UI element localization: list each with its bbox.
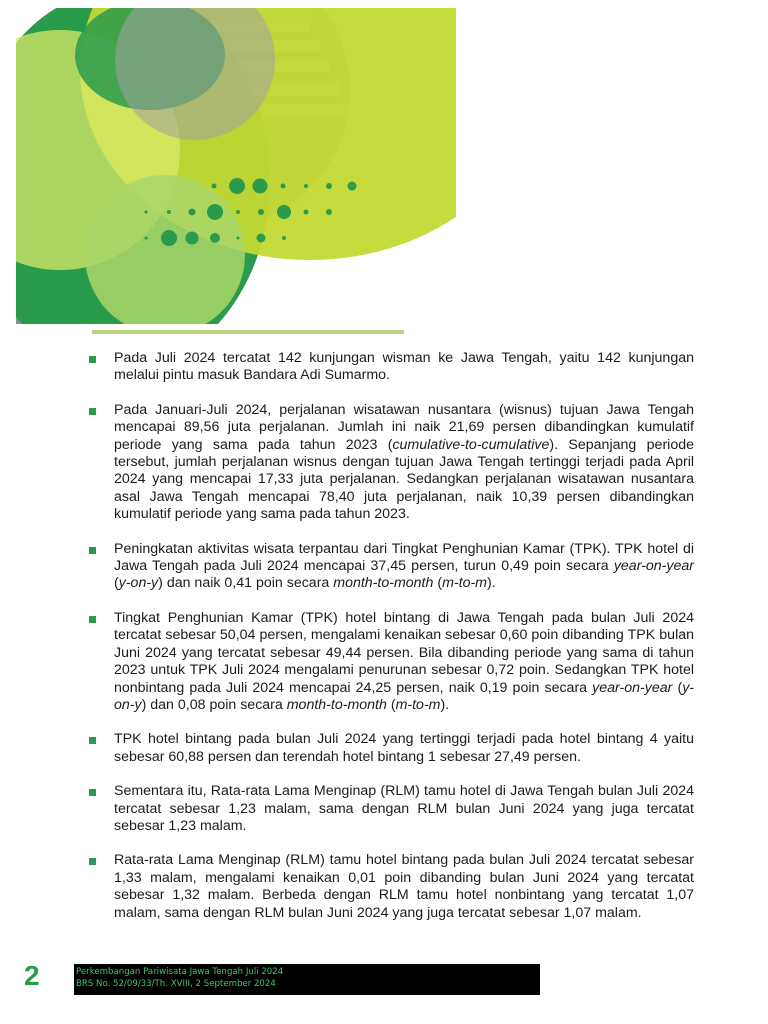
bullet-text: ( (433, 575, 443, 592)
bullet-item (88, 350, 694, 385)
bullet-italic-term: m-to-m (442, 575, 487, 592)
bullet-italic-term: month-to-month (286, 696, 387, 713)
bullet-italic-term: month-to-month (333, 575, 434, 592)
bullet-text: Rata-rata Lama Menginap (RLM) tamu hotel bintang pada bulan Juli 2024 tercatat sebesar 1,33 malam, mengalami kenaikan 0,01 poin dibanding bulan Juni 2024 yang tercatat sebesar 1,32 malam. Berbeda dengan RLM tamu hotel nonbintang yang tercatat 1,07 malam, sama dengan RLM bulan Juni 2024 yang juga tercatat sebesar 1,07 malam. (114, 852, 694, 921)
bullet-text: ( (672, 679, 683, 696)
page-number: 2 (24, 960, 40, 991)
bullet-square-icon (89, 858, 96, 865)
bullet-text: TPK hotel bintang pada bulan Juli 2024 yang tertinggi terjadi pada hotel bintang 4 yaitu sebesar 60,88 persen dan terendah hotel bintang 1 sebesar 27,49 persen. (114, 731, 694, 765)
bullet-square-icon (89, 616, 96, 623)
bullet-square-icon (89, 356, 96, 363)
bullet-italic-term: m-to-m (395, 696, 441, 713)
bullet-square-icon (89, 547, 96, 554)
bullet-item (88, 731, 694, 766)
bullet-item (88, 852, 694, 922)
bullet-italic-term: year-on-year (613, 558, 694, 575)
bullet-text: ( (386, 696, 396, 713)
bullet-text: ) dan 0,08 poin secara (141, 696, 287, 713)
bullet-item (88, 783, 694, 835)
bullet-item (88, 610, 694, 714)
bullet-italic-term: cumulative-to-cumulative (392, 436, 550, 453)
bullet-item (88, 402, 694, 524)
footer-publication-number: BRS No. 52/09/33/Th. XVIII, 2 September 2024 (76, 979, 276, 989)
bullet-text: ). (440, 696, 450, 713)
bullet-text: Tingkat Penghunian Kamar (TPK) hotel bintang di Jawa Tengah pada bulan Juli 2024 tercatat sebesar 50,04 persen, mengalami kenaikan sebesar 0,60 poin dibanding TPK bulan Juni 2024 yang tercatat sebesar 49,44 persen. Bila dibanding periode yang sama di tahun 2023 untuk TPK Juli 2024 mengalami penurunan sebesar 0,72 poin. Sedangkan TPK hotel nonbintang pada Juli 2024 mencapai 24,25 persen, naik 0,19 poin secara (114, 609, 694, 696)
bullet-square-icon (89, 789, 96, 796)
section-divider (92, 330, 404, 334)
header-image (0, 0, 768, 330)
bullet-text: Pada Januari-Juli 2024, perjalanan wisatawan nusantara (wisnus) tujuan Jawa Tengah mencapai 89,56 juta perjalanan. Jumlah ini naik 21,69 persen dibandingkan kumulatif periode yang sama pada tahun 2023 ( (114, 401, 694, 453)
bullet-text: ). Sepanjang periode tersebut, jumlah perjalanan wisnus dengan tujuan Jawa Tengah tertinggi terjadi pada April 2024 yang mencapai 17,33 juta perjalanan. Sedangkan perjalanan wisatawan nusantara asal Jawa Tengah mencapai 78,40 juta perjalanan, naik 10,39 persen dibandingkan kumulatif periode yang sama pada tahun 2023. (114, 436, 694, 523)
bullet-text: Pada Juli 2024 tercatat 142 kunjungan wisman ke Jawa Tengah, yaitu 142 kunjungan melalui pintu masuk Bandara Adi Sumarmo. (114, 350, 694, 384)
bullet-text: Sementara itu, Rata-rata Lama Menginap (RLM) tamu hotel di Jawa Tengah bulan Juli 2024 tercatat sebesar 1,23 malam, sama dengan RLM bulan Juni 2024 yang juga tercatat sebesar 1,23 malam. (114, 783, 694, 834)
bullet-text: ( (114, 575, 119, 592)
bullet-text: Peningkatan aktivitas wisata terpantau dari Tingkat Penghunian Kamar (TPK). TPK hotel di Jawa Tengah pada Juli 2024 mencapai 37,45 persen, turun 0,49 poin secara (114, 540, 694, 575)
footer-title: Perkembangan Pariwisata Jawa Tengah Juli 2024 (76, 967, 284, 977)
bullet-item (88, 541, 694, 593)
footer-bar (74, 964, 540, 995)
bullet-text: ). (487, 575, 496, 592)
bullet-italic-term: year-on-year (592, 679, 673, 696)
bullet-italic-term: y-on-y (118, 575, 159, 592)
bullet-square-icon (89, 737, 96, 744)
summary-bullet-list (88, 350, 694, 939)
bullet-italic-term: y-on-y (114, 679, 695, 713)
temple-photo-collage-icon (0, 0, 768, 330)
bullet-square-icon (89, 408, 96, 415)
bullet-text: ) dan naik 0,41 poin secara (158, 575, 334, 592)
